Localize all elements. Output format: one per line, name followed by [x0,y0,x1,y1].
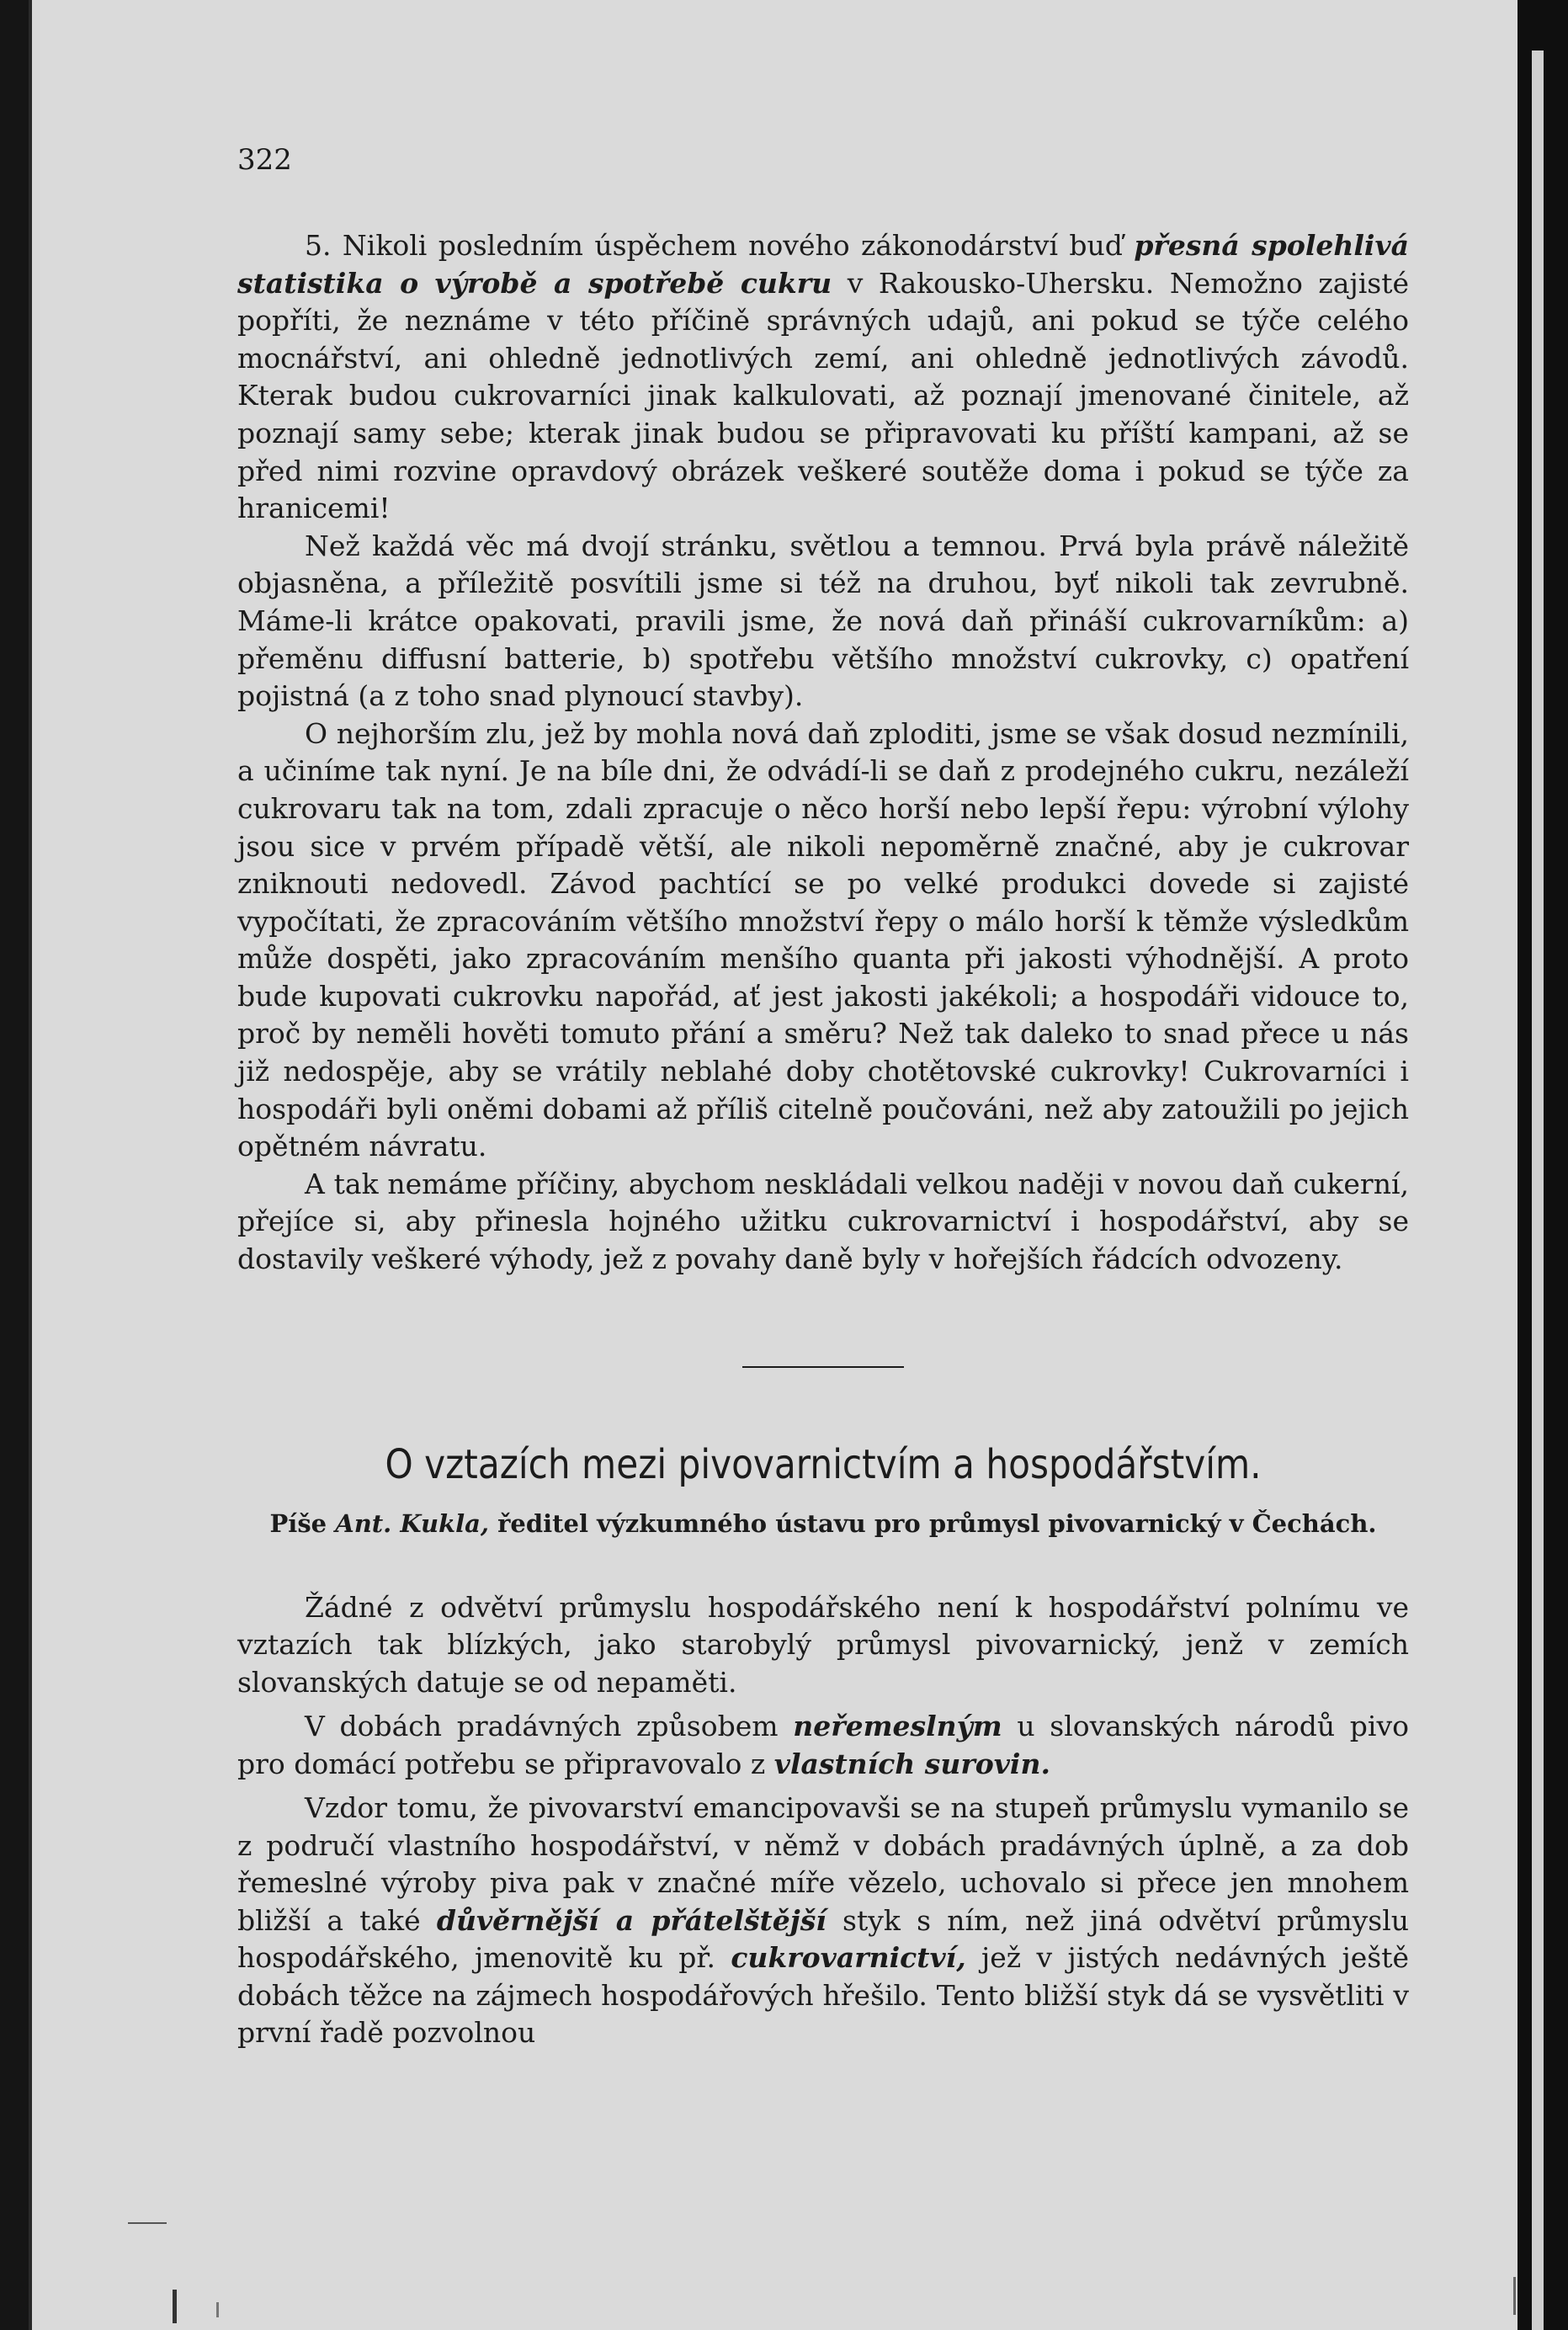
text-run: A tak nemáme příčiny, abychom neskládali velkou naději v novou daň cukerní, přejíce si, aby přinesla hojného užitku cukrovarnictví i hospodářství, aby se dostavily veškeré výhody, jež z povahy daně byly v hořejších řádcích odvozeny. [237,1167,1409,1276]
divider-rule [742,1366,904,1368]
paragraph [237,1166,1409,1279]
scan-next-page-edge [1532,51,1544,2330]
byline-author: Ant. Kukla, [335,1508,490,1538]
section-brewing [237,1589,1409,2052]
byline-affiliation: ředitel výzkumného ústavu pro průmysl pivovarnický v Čechách. [489,1508,1377,1538]
emphasized-text: vlastních surovin. [773,1747,1050,1780]
text-run: jež v jistých nedávných ještě dobách těžce na zájmech hospodářových hřešilo. Tento bližší styk dá se vysvětliti v první řadě pozvolnou [237,1941,1409,2050]
text-run: Žádné z odvětví průmyslu hospodářského není k hospodářství polnímu ve vztazích tak blízkých, jako starobylý průmysl pivovarnický, jenž v zemích slovanských datuje se od nepaměti. [237,1590,1409,1699]
section-divider [237,1346,1409,1384]
text-run: v Rakousko-Uhersku. Nemožno zajisté popříti, že neznáme v této příčině správných udajů, ani pokud se týče celého mocnářství, ani ohledně jednotlivých zemí, ani ohledně jednotlivých závodů. Kterak budou cukrovarníci jinak kalkulovati, až poznají jmenované činitele, až poznají samy sebe; kterak jinak budou se připravovati ku příští kampani, až se před nimi rozvine opravdový obrázek veškeré soutěže doma i pokud se týče za hranicemi! [237,266,1409,525]
emphasized-text: důvěrnější a přátelštější [436,1903,827,1937]
byline-prefix: Píše [269,1508,336,1538]
page-content [237,141,1409,2059]
scan-artifact [216,2302,219,2317]
emphasized-text: cukrovarnictví, [731,1941,966,1975]
text-run: 5. Nikoli posledním úspěchem nového zákonodárství buď [305,229,1135,262]
paragraph [237,528,1409,715]
paragraph [237,227,1409,528]
paragraph [237,715,1409,1166]
emphasized-text: neřemeslným [793,1710,1002,1743]
scan-artifact [173,2290,177,2323]
text-run: styk s ním, než jiná odvětví průmyslu hospodářského, jmenovitě ku př. [237,1903,1409,1975]
paragraph [237,1589,1409,1702]
article-title: O vztazích mezi pivovarnictvím a hospodářstvím. [385,1440,1262,1488]
text-run: O nejhorším zlu, jež by mohla nová daň zploditi, jsme se však dosud nezmínili, a učiníme tak nyní. Je na bíle dni, že odvádí-li se daň z prodejného cukru, nezáleží cukrovaru tak na tom, zdali zpracuje o něco horší nebo lepší řepu: výrobní výlohy jsou sice v prvém případě větší, ale nikoli nepoměrně značné, aby je cukrovar zniknouti nedovedl. Závod pachtící se po velké produkci dovede si zajisté vypočítati, že zpracováním většího množství řepy o málo horší k těmže výsledkům může dospěti, jako zpracováním menšího quanta při jakosti výhodnější. A proto bude kupovati cukrovku napořád, ať jest jakosti jakékoli; a hospodáři vidouce to, proč by neměli hověti tomuto přání a směru? Než tak daleko to snad přece u nás již nedospěje, aby se vrátily neblahé doby chotětovské cukrovky! Cukrovarníci i hospodáři byli oněmi dobami až příliš citelně poučováni, než aby zatoužili po jejich opětném návratu. [237,716,1409,1163]
scan-artifact [1513,2277,1516,2315]
section-sugar-tax [237,227,1409,1279]
scan-artifact [128,2222,167,2224]
text-run: u slovanských národů pivo pro domácí potřebu se připravovalo z [237,1710,1409,1780]
emphasized-text: přesná spolehlivá statistika o výrobě a spotřebě cukru [237,229,1409,300]
text-run: Vzdor tomu, že pivovarství emancipovavši se na stupeň průmyslu vymanilo se z područí vlastního hospodářství, v němž v dobách pradávných úplně, a za dob řemeslné výroby piva pak v značné míře vězelo, uchovalo si přece jen mnohem bližší a také [237,1791,1409,1937]
text-run: Než každá věc má dvojí stránku, světlou a temnou. Prvá byla právě náležitě objasněna, a příležitě posvítili jsme si též na druhou, byť nikoli tak zevrubně. Máme-li krátce opakovati, pravili jsme, že nová daň přináší cukrovarníkům: a) přeměnu diffusní batterie, b) spotřebu většího množství cukrovky, c) opatření pojistná (a z toho snad plynoucí stavby). [237,529,1409,713]
paragraph [237,1790,1409,2052]
page-number: 322 [237,143,292,177]
paragraph [237,1708,1409,1783]
text-run: V dobách pradávných způsobem [305,1710,794,1743]
article-byline [237,1507,1409,1540]
